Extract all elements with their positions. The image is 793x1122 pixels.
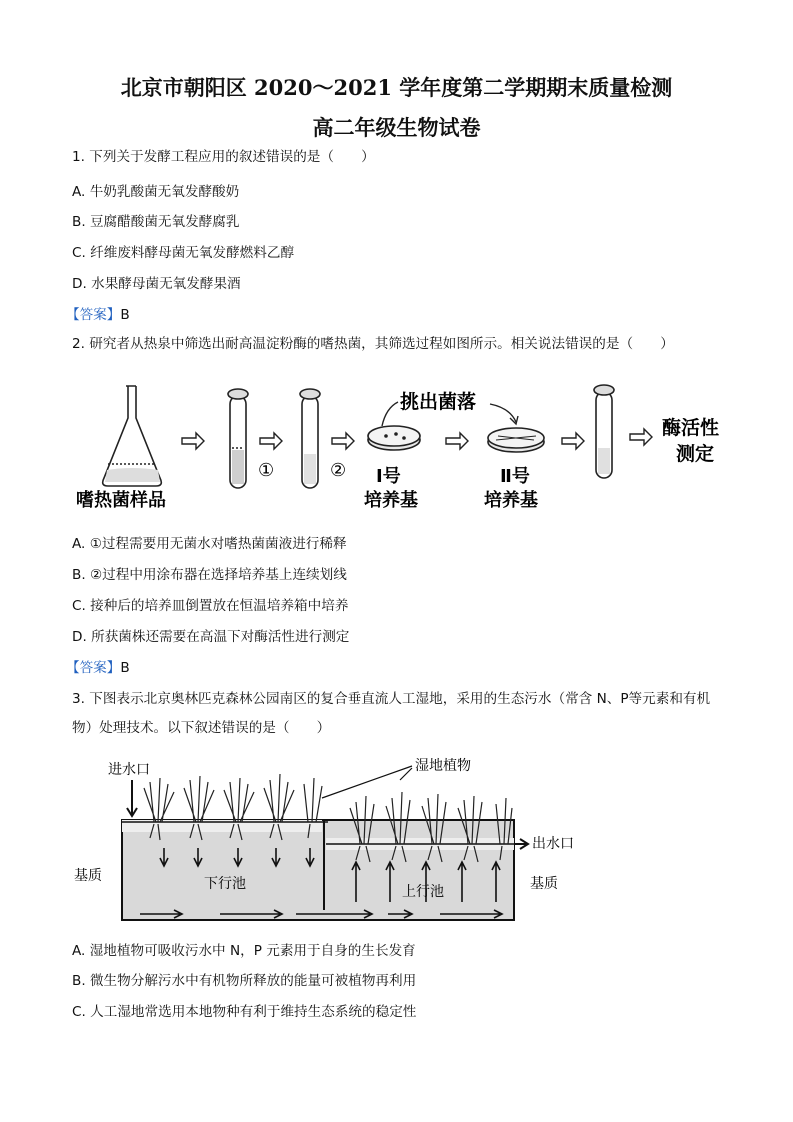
page-title: 北京市朝阳区 2020～2021 学年度第二学期期末质量检测	[120, 75, 673, 100]
q3-option-b: B. 微生物分解污水中有机物所释放的能量可被植物再利用	[72, 973, 417, 989]
petri-dish-icon	[488, 428, 544, 452]
arrow-icon	[446, 433, 468, 449]
outlet-arrow-icon	[514, 839, 528, 849]
q1-answer	[66, 306, 130, 324]
page-subtitle: 高二年级生物试卷	[312, 115, 481, 140]
q2-screening-diagram	[70, 378, 750, 518]
q3-option-a: A. 湿地植物可吸收污水中 N，P 元素用于自身的生长发育	[72, 943, 416, 959]
result-line-1: 酶活性	[662, 417, 720, 439]
sample-label: 嗜热菌样品	[76, 490, 166, 511]
answer-tag: 【答案】	[66, 660, 121, 676]
inlet-label: 进水口	[108, 762, 150, 778]
down-pool-label: 下行池	[204, 876, 246, 892]
q2-stem: 2. 研究者从热泉中筛选出耐高温淀粉酶的嗜热菌，其筛选过程如图所示。相关说法错误的是（ ）	[72, 336, 674, 352]
petri-dish-icon	[368, 426, 420, 450]
q2-option-d: D. 所获菌株还需要在高温下对酶活性进行测定	[72, 629, 350, 645]
arrow-icon	[182, 433, 204, 449]
up-pool-label: 上行池	[402, 884, 444, 900]
pick-colony-label: 挑出菌落	[400, 391, 477, 413]
step-2-label: ②	[330, 460, 347, 481]
curve-arrow	[382, 402, 398, 426]
q1-option-b: B. 豆腐醋酸菌无氧发酵腐乳	[72, 214, 240, 230]
outlet-label: 出水口	[532, 836, 574, 852]
substrate-right-label: 基质	[530, 876, 558, 892]
plate-1-number: Ⅰ号	[376, 466, 401, 487]
q1-option-d: D. 水果酵母菌无氧发酵果酒	[72, 276, 241, 292]
answer-value: B	[120, 307, 130, 323]
q2-answer	[66, 659, 130, 677]
q3-stem-line-1: 3. 下图表示北京奥林匹克森林公园南区的复合垂直流人工湿地，采用的生态污水（常含 N、P等元素和有机	[72, 691, 711, 707]
arrow-icon	[562, 433, 584, 449]
test-tube-icon	[228, 389, 248, 488]
q3-option-c: C. 人工湿地常选用本地物种有利于维持生态系统的稳定性	[72, 1004, 417, 1020]
flask-icon	[103, 386, 162, 486]
q3-stem-line-2: 物）处理技术。以下叙述错误的是（ ）	[72, 720, 331, 736]
step-1-label: ①	[258, 460, 275, 481]
plate-1-label: 培养基	[364, 490, 418, 511]
arrow-icon	[630, 429, 652, 445]
test-tube-icon	[594, 385, 614, 478]
arrow-icon	[260, 433, 282, 449]
test-tube-icon	[300, 389, 320, 488]
q1-option-c: C. 纤维废料酵母菌无氧发酵燃料乙醇	[72, 245, 295, 261]
arrow-icon	[332, 433, 354, 449]
q1-stem: 1. 下列关于发酵工程应用的叙述错误的是（ ）	[72, 149, 375, 165]
q3-wetland-diagram	[70, 752, 630, 928]
q2-option-b: B. ②过程中用涂布器在选择培养基上连续划线	[72, 567, 347, 583]
q2-option-a: A. ①过程需要用无菌水对嗜热菌菌液进行稀释	[72, 536, 347, 552]
result-line-2: 测定	[676, 443, 715, 465]
plate-2-number: Ⅱ号	[500, 466, 530, 487]
inlet-arrow-icon	[127, 780, 137, 816]
curve-arrow-icon	[490, 404, 518, 424]
answer-tag: 【答案】	[66, 307, 121, 323]
answer-value: B	[120, 660, 130, 676]
plate-2-label: 培养基	[484, 490, 538, 511]
q2-option-c: C. 接种后的培养皿倒置放在恒温培养箱中培养	[72, 598, 349, 614]
q1-option-a: A. 牛奶乳酸菌无氧发酵酸奶	[72, 184, 240, 200]
plant-label-leader	[322, 766, 412, 798]
substrate-left-label: 基质	[74, 868, 102, 884]
wetland-plants-label: 湿地植物	[415, 758, 471, 774]
